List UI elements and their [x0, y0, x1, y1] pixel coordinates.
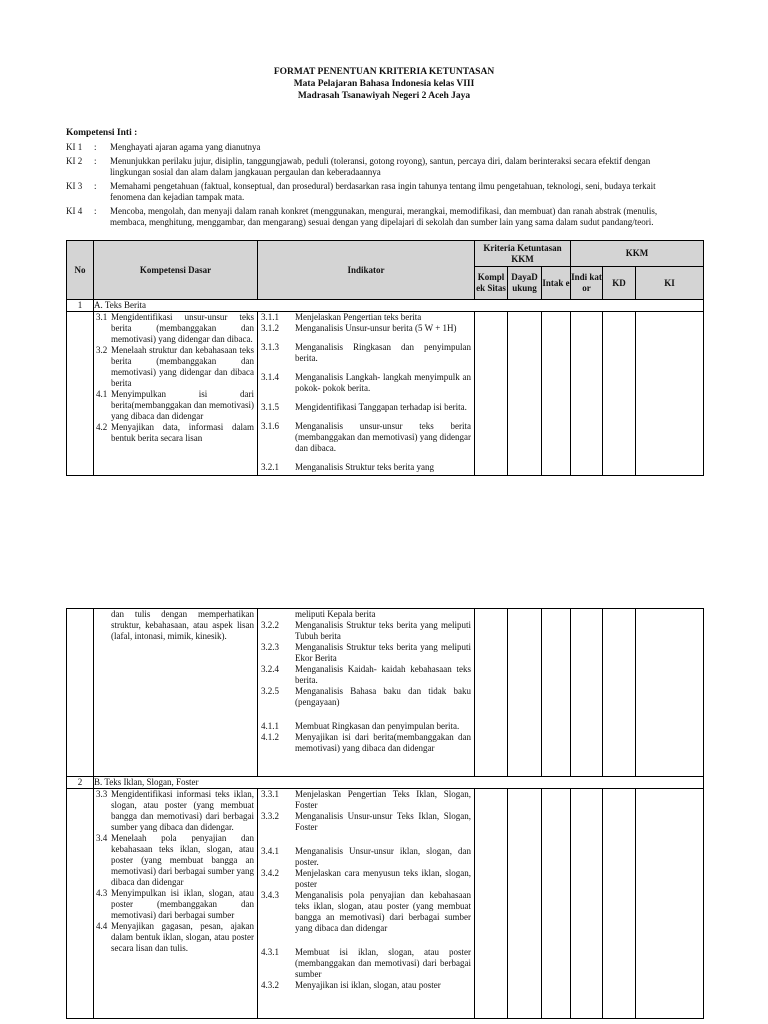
indicator-number: 3.2.5	[261, 686, 279, 696]
kd-item	[94, 312, 257, 345]
indicator-text: Mengidentifikasi Tanggapan terhadap isi berita.	[295, 402, 467, 412]
kd-cell	[94, 312, 258, 476]
score-cell[interactable]	[475, 609, 508, 777]
ki-separator: :	[94, 206, 97, 216]
no-cell	[67, 609, 94, 777]
kd-text: Menyajikan gagasan, pesan, ajakan dalam bentuk iklan, slogan, atau poster secara lisan dan tulis.	[111, 921, 254, 953]
indicator-text: Menganalisis Unsur-unsur iklan, slogan, dan poster.	[295, 846, 471, 867]
indicator-text: Menganalisis unsur-unsur teks berita (membanggakan dan memotivasi) yang didengar dan dibaca.	[295, 421, 471, 453]
indicator-item	[258, 686, 474, 708]
score-cell[interactable]	[542, 312, 571, 476]
ki-code: KI 1	[66, 142, 83, 152]
section-row	[67, 300, 704, 312]
section-number: 2	[67, 777, 94, 789]
ki-separator: :	[94, 142, 97, 152]
kd-text: Menyimpulkan isi iklan, slogan, atau poster (membanggakan dan memotivasi) dari berbagai sumber	[111, 888, 254, 920]
kd-number: 3.1	[96, 312, 108, 322]
score-cell[interactable]	[603, 789, 636, 1019]
header-kkm: KKM	[571, 241, 704, 267]
indicator-text: Menganalisis Kaidah- kaidah kebahasaan teks berita.	[295, 664, 471, 685]
indicator-text: Menyajikan isi iklan, slogan, atau poster	[295, 980, 441, 990]
header-ki: KI	[636, 267, 704, 300]
spacer	[258, 708, 474, 721]
kd-item	[94, 789, 257, 833]
score-cell[interactable]	[542, 789, 571, 1019]
spacer	[258, 454, 474, 462]
indicator-text: Menganalisis Struktur teks berita yang meliputi Tubuh berita	[295, 620, 471, 641]
header-kd: KD	[603, 267, 636, 300]
kd-item	[94, 833, 257, 888]
kd-number: 3.4	[96, 833, 108, 843]
table-row	[67, 609, 704, 777]
header-no: No	[67, 241, 94, 300]
kd-cell	[94, 789, 258, 1019]
kd-text: dan tulis dengan memperhatikan struktur, kebahasaan, atau aspek lisan (lafal, intonasi, mimik, kinesik).	[111, 609, 254, 641]
ki-title: Kompetensi Inti :	[66, 128, 138, 138]
header-kompetensi-dasar: Kompetensi Dasar	[94, 241, 258, 300]
kkm-table-page2	[66, 608, 704, 1019]
kd-text: Mengidentifikasi informasi teks iklan, slogan, atau poster (yang membuat bangga dan memotivasi) dari berbagai sumber yang dibaca dan didengar.	[111, 789, 254, 832]
spacer	[258, 413, 474, 421]
spacer	[258, 334, 474, 342]
table-row	[67, 312, 704, 476]
kd-number: 4.4	[96, 921, 108, 931]
header-daya-dukung: DayaD ukung	[508, 267, 542, 300]
indicator-text: Menjelaskan Pengertian Teks Iklan, Slogan, Foster	[295, 789, 471, 810]
indicator-text: Membuat Ringkasan dan penyimpulan berita.	[295, 721, 460, 731]
indicator-text: Menganalisis Struktur teks berita yang meliputi Ekor Berita	[295, 642, 471, 663]
indicator-text: Menganalisis Struktur teks berita yang	[295, 462, 434, 472]
ki-separator: :	[94, 156, 97, 166]
header-kriteria-ketuntasan: Kriteria Ketuntasan KKM	[475, 241, 571, 267]
score-cell[interactable]	[508, 312, 542, 476]
no-cell	[67, 789, 94, 1019]
section-title: A. Teks Berita	[94, 300, 704, 312]
indicator-number: 3.2.4	[261, 664, 279, 674]
indicator-item	[258, 980, 474, 991]
indicator-text: Membuat isi iklan, slogan, atau poster (membanggakan dan memotivasi) dari berbagai sumber	[295, 947, 471, 979]
header-kompleksitas: Kompl ek Sitas	[475, 267, 508, 300]
indikator-cell	[258, 312, 475, 476]
indicator-item	[258, 732, 474, 754]
ki-text: Menghayati ajaran agama yang dianutnya	[110, 142, 261, 152]
indicator-item	[258, 789, 474, 811]
indicator-item	[258, 947, 474, 980]
indicator-number: 4.1.1	[261, 721, 279, 731]
score-cell[interactable]	[636, 609, 704, 777]
ki-separator: :	[94, 181, 97, 191]
indicator-item	[258, 342, 474, 364]
section-number: 1	[67, 300, 94, 312]
indicator-number: 3.1.3	[261, 342, 279, 352]
indicator-item	[258, 609, 474, 620]
indicator-item	[258, 868, 474, 890]
kd-text: Mengidentifikasi unsur-unsur teks berita (membanggakan dan memotivasi) yang didengar dan dibaca.	[111, 312, 254, 344]
ki-text: Menunjukkan perilaku jujur, disiplin, tanggungjawab, peduli (toleransi, gotong royong), santun, percaya diri, dalam berinteraksi secara efektif dengan lingkungan sosial dan alam dalam jangkauan pergaulan dan keberadaannya	[110, 156, 651, 177]
kd-number: 3.2	[96, 345, 108, 355]
section-title: B. Teks Iklan, Slogan, Foster	[94, 777, 704, 789]
score-cell[interactable]	[542, 609, 571, 777]
indicator-text: Menganalisis Ringkasan dan penyimpulan berita.	[295, 342, 471, 363]
kd-text: Menyajikan data, informasi dalam bentuk berita secara lisan	[111, 422, 254, 443]
indicator-text: Menjelaskan cara menyusun teks iklan, slogan, poster	[295, 868, 471, 889]
indicator-item	[258, 664, 474, 686]
table-row	[67, 789, 704, 1019]
no-cell	[67, 312, 94, 476]
kd-number: 3.3	[96, 789, 108, 799]
indicator-item	[258, 323, 474, 334]
indicator-text: meliputi Kepala berita	[295, 609, 376, 619]
score-cell[interactable]	[508, 789, 542, 1019]
score-cell[interactable]	[475, 789, 508, 1019]
indikator-cell	[258, 789, 475, 1019]
document-title: FORMAT PENENTUAN KRITERIA KETUNTASAN	[273, 67, 495, 77]
indicator-text: Menganalisis pola penyajian dan kebahasaan teks iklan, slogan, atau poster (yang membuat bangga an memotivasi) dari berbagai sumber yang dibaca dan didengar	[295, 890, 471, 933]
indicator-number: 3.1.5	[261, 402, 279, 412]
indicator-number: 3.3.1	[261, 789, 279, 799]
indicator-number: 4.3.2	[261, 980, 279, 990]
header-indikator-kkm: Indi kat or	[571, 267, 603, 300]
school-name: Madrasah Tsanawiyah Negeri 2 Aceh Jaya	[297, 91, 471, 101]
kd-text: Menelaah pola penyajian dan kebahasaan teks iklan, slogan, atau poster (yang membuat bangga an memotivasi) dari berbagai sumber yang dibaca dan didengar	[111, 833, 254, 887]
indicator-number: 4.1.2	[261, 732, 279, 742]
score-cell[interactable]	[603, 609, 636, 777]
score-cell[interactable]	[636, 312, 704, 476]
ki-code: KI 2	[66, 156, 83, 166]
indicator-number: 3.3.2	[261, 811, 279, 821]
kd-item	[94, 888, 257, 921]
indicator-item	[258, 372, 474, 394]
kd-item	[94, 609, 257, 642]
score-cell[interactable]	[571, 789, 603, 1019]
document-subtitle: Mata Pelajaran Bahasa Indonesia kelas VIII	[293, 79, 475, 89]
indicator-number	[261, 609, 295, 620]
indicator-number: 4.3.1	[261, 947, 279, 957]
spacer	[258, 364, 474, 372]
indicator-item	[258, 421, 474, 454]
indicator-number: 3.1.1	[261, 312, 279, 322]
ki-code: KI 4	[66, 206, 83, 216]
kd-number: 4.1	[96, 389, 108, 399]
header-intake: Intak e	[542, 267, 571, 300]
indicator-item	[258, 642, 474, 664]
indicator-number: 3.2.2	[261, 620, 279, 630]
score-cell[interactable]	[571, 609, 603, 777]
indicator-item	[258, 890, 474, 934]
ki-item	[66, 156, 690, 178]
kd-number	[96, 609, 111, 642]
indicator-text: Menganalisis Langkah- langkah menyimpulk an pokok- pokok berita.	[295, 372, 471, 393]
spacer	[258, 934, 474, 947]
score-cell[interactable]	[571, 312, 603, 476]
score-cell[interactable]	[636, 789, 704, 1019]
indicator-item	[258, 721, 474, 732]
score-cell[interactable]	[475, 312, 508, 476]
kd-number: 4.2	[96, 422, 108, 432]
indicator-number: 3.4.3	[261, 890, 279, 900]
ki-item	[66, 206, 690, 228]
kd-item	[94, 389, 257, 422]
score-cell[interactable]	[508, 609, 542, 777]
document-header	[0, 66, 768, 102]
section-row	[67, 777, 704, 789]
indicator-number: 3.4.2	[261, 868, 279, 878]
indicator-number: 3.1.2	[261, 323, 279, 333]
indicator-item	[258, 620, 474, 642]
indicator-number: 3.4.1	[261, 846, 279, 856]
indicator-item	[258, 462, 474, 473]
indicator-text: Menganalisis Unsur-unsur Teks Iklan, Slogan, Foster	[295, 811, 471, 832]
indikator-cell	[258, 609, 475, 777]
indicator-number: 3.2.3	[261, 642, 279, 652]
kkm-table-page1	[66, 240, 704, 476]
spacer	[258, 833, 474, 846]
indicator-item	[258, 846, 474, 868]
kd-item	[94, 345, 257, 389]
indicator-text: Menganalisis Unsur-unsur berita (5 W + 1H)	[295, 323, 457, 333]
kd-cell	[94, 609, 258, 777]
indicator-item	[258, 811, 474, 833]
spacer	[258, 394, 474, 402]
kd-text: Menyimpulkan isi dari berita(membanggakan dan memotivasi) yang dibaca dan didengar	[111, 389, 254, 421]
indicator-item	[258, 312, 474, 323]
ki-item	[66, 181, 690, 203]
header-indikator: Indikator	[258, 241, 475, 300]
indicator-number: 3.1.4	[261, 372, 279, 382]
indicator-text: Menyajikan isi dari berita(membanggakan dan memotivasi) yang dibaca dan didengar	[295, 732, 471, 753]
indicator-number: 3.1.6	[261, 421, 279, 431]
indicator-item	[258, 402, 474, 413]
kd-item	[94, 422, 257, 444]
ki-text: Mencoba, mengolah, dan menyaji dalam ranah konkret (menggunakan, mengurai, merangkai, memodifikasi, dan membuat) dan ranah abstrak (menulis, membaca, menghitung, menggambar, dan mengarang) sesuai dengan yang dipelajari di sekolah dan sumber lain yang sama dalam sudut pandang/teori.	[110, 206, 658, 227]
indicator-text: Menganalisis Bahasa baku dan tidak baku (pengayaan)	[295, 686, 471, 707]
kompetensi-inti	[66, 128, 690, 228]
kd-number: 4.3	[96, 888, 108, 898]
ki-item	[66, 142, 690, 153]
indicator-text: Menjelaskan Pengertian teks berita	[295, 312, 422, 322]
kd-item	[94, 921, 257, 954]
indicator-number: 3.2.1	[261, 462, 279, 472]
ki-code: KI 3	[66, 181, 83, 191]
ki-text: Memahami pengetahuan (faktual, konseptual, dan prosedural) berdasarkan rasa ingin tahunya tentang ilmu pengetahuan, teknologi, seni, budaya terkait fenomena dan kejadian tampak mata.	[110, 181, 656, 202]
kd-text: Menelaah struktur dan kebahasaan teks berita (membanggakan dan memotivasi) yang didengar dan dibaca berita	[111, 345, 254, 388]
score-cell[interactable]	[603, 312, 636, 476]
